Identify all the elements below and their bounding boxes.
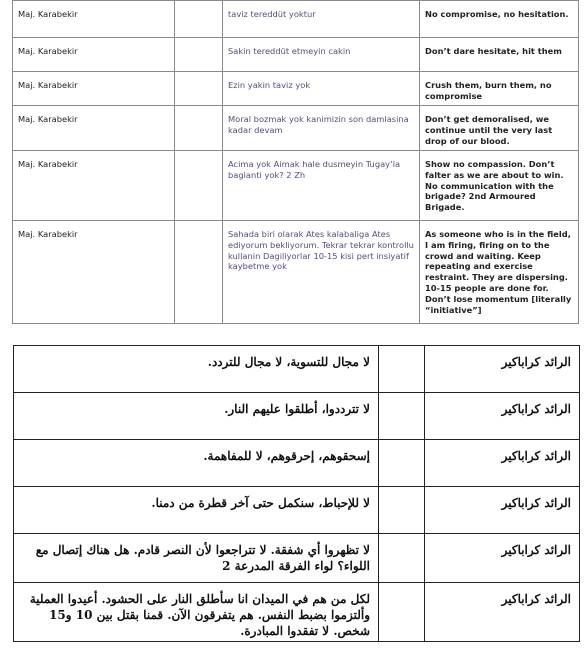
empty-cell bbox=[379, 534, 425, 583]
empty-cell bbox=[175, 221, 223, 324]
empty-cell bbox=[175, 38, 223, 72]
arabic-text-cell: لا تترددوا، أطلقوا عليهم النار. bbox=[14, 393, 379, 440]
speaker-cell: الرائد كراباكير bbox=[425, 534, 580, 583]
turkish-text-cell: taviz tereddüt yoktur bbox=[223, 1, 420, 38]
english-text-cell: Don’t get demoralised, we continue until the very last drop of our blood. bbox=[420, 106, 579, 151]
table-row bbox=[14, 534, 580, 583]
table-row bbox=[13, 151, 579, 221]
table-row bbox=[13, 106, 579, 151]
english-text-cell: Don’t dare hesitate, hit them bbox=[420, 38, 579, 72]
arabic-text-cell: لكل من هم في الميدان انا سأطلق النار على الحشود. أعيدوا العملية وألتزموا بضبط النفس. هم يتفرقون الآن. قمنا بقتل بين 10 و15 شخص. لا تفقدوا المبادرة. bbox=[14, 583, 379, 642]
table-row bbox=[13, 221, 579, 324]
empty-cell bbox=[379, 440, 425, 487]
empty-cell bbox=[175, 1, 223, 38]
table-row bbox=[14, 346, 580, 393]
empty-cell bbox=[379, 487, 425, 534]
empty-cell bbox=[175, 72, 223, 106]
arabic-text-cell: لا مجال للتسوية، لا مجال للتردد. bbox=[14, 346, 379, 393]
speaker-cell: الرائد كراباكير bbox=[425, 583, 580, 642]
turkish-text-cell: Sakin tereddüt etmeyin cakin bbox=[223, 38, 420, 72]
table-row bbox=[14, 487, 580, 534]
empty-cell bbox=[379, 393, 425, 440]
speaker-cell: Maj. Karabekir bbox=[13, 38, 175, 72]
arabic-text-cell: لا للإحباط، سنكمل حتى آخر قطرة من دمنا. bbox=[14, 487, 379, 534]
empty-cell bbox=[379, 346, 425, 393]
english-text-cell: Show no compassion. Don’t falter as we are about to win. No communication with the brigade? 2nd Armoured Brigade. bbox=[420, 151, 579, 221]
table-row bbox=[13, 1, 579, 38]
english-text-cell: As someone who is in the field, I am firing, firing on to the crowd and waiting. Keep repeating and exercise restraint. They are dispersing. 10-15 people are done for. Don’t lose momentum [literally “initiative”] bbox=[420, 221, 579, 324]
table-row bbox=[13, 38, 579, 72]
arabic-text-cell: إسحقوهم، إحرقوهم، لا للمفاهمة. bbox=[14, 440, 379, 487]
empty-cell bbox=[175, 106, 223, 151]
empty-cell bbox=[175, 151, 223, 221]
turkish-text-cell: Moral bozmak yok kanimizin son damlasina kadar devam bbox=[223, 106, 420, 151]
turkish-text-cell: Acima yok Aimak hale dusmeyin Tugay’la baglanti yok? 2 Zh bbox=[223, 151, 420, 221]
speaker-cell: Maj. Karabekir bbox=[13, 221, 175, 324]
speaker-cell: الرائد كراباكير bbox=[425, 487, 580, 534]
arabic-transcript-table bbox=[13, 345, 580, 642]
speaker-cell: Maj. Karabekir bbox=[13, 72, 175, 106]
speaker-cell: الرائد كراباكير bbox=[425, 346, 580, 393]
table-row bbox=[14, 440, 580, 487]
table-row bbox=[14, 393, 580, 440]
english-text-cell: No compromise, no hesitation. bbox=[420, 1, 579, 38]
speaker-cell: Maj. Karabekir bbox=[13, 1, 175, 38]
speaker-cell: الرائد كراباكير bbox=[425, 440, 580, 487]
english-turkish-transcript-table bbox=[12, 0, 579, 324]
empty-cell bbox=[379, 583, 425, 642]
turkish-text-cell: Sahada biri olarak Ates kalabaliga Ates ediyorum bekliyorum. Tekrar tekrar kontrollu kullanin Dagiliyorlar 10-15 kisi pert insiyatif kaybetme yok bbox=[223, 221, 420, 324]
table-row bbox=[13, 72, 579, 106]
speaker-cell: الرائد كراباكير bbox=[425, 393, 580, 440]
speaker-cell: Maj. Karabekir bbox=[13, 151, 175, 221]
english-text-cell: Crush them, burn them, no compromise bbox=[420, 72, 579, 106]
table-row bbox=[14, 583, 580, 642]
turkish-text-cell: Ezin yakin taviz yok bbox=[223, 72, 420, 106]
arabic-text-cell: لا تظهروا أي شفقة. لا تتراجعوا لأن النصر قادم. هل هناك إتصال مع اللواء؟ لواء الفرقة المدرعة 2 bbox=[14, 534, 379, 583]
speaker-cell: Maj. Karabekir bbox=[13, 106, 175, 151]
